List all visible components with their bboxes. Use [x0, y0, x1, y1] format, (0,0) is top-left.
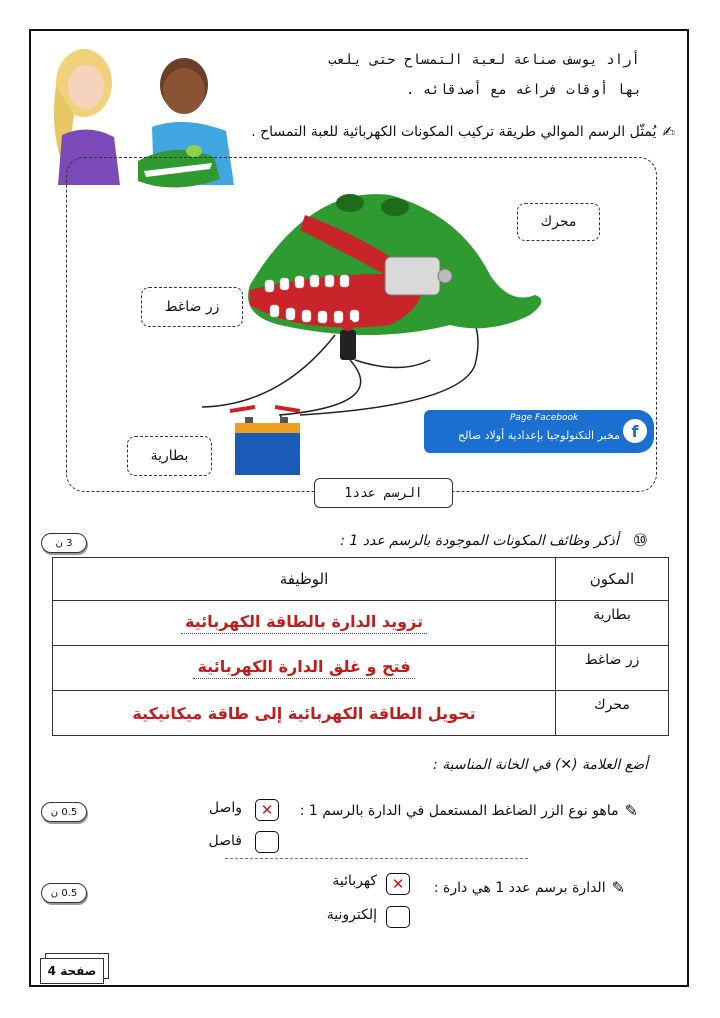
pencil-icon: ✎ — [611, 878, 625, 897]
component-cell: محرك — [556, 691, 669, 736]
writing-hand-icon: ✍ — [662, 123, 675, 141]
question-a — [300, 801, 638, 820]
answer-text: فتح و غلق الدارة الكهربائية — [193, 657, 414, 679]
points-badge-qb: 0.5 ن — [41, 883, 87, 903]
question-b-text: الدارة برسم عدد 1 هي دارة : — [433, 879, 606, 896]
separator-line — [225, 858, 528, 859]
option-electric-label: كهربائية — [332, 873, 377, 889]
page-number: صفحة 4 — [40, 958, 104, 984]
instruction-row — [251, 123, 675, 141]
checkbox-electronic[interactable] — [386, 906, 410, 928]
option-electronic-label: إلكترونية — [326, 907, 377, 923]
column-header: المكون — [556, 558, 669, 601]
table-header-row — [53, 558, 669, 601]
points-badge-q10: 3 ن — [41, 533, 87, 553]
answer-text: تحويل الطاقة الكهربائية إلى طاقة ميكانيكية — [132, 703, 476, 723]
switch-label: زر ضاغط — [141, 287, 243, 327]
facebook-icon: f — [623, 419, 647, 443]
watermark-main-text: مخبر التكنولوجيا بإعدادية أولاد صالح — [457, 429, 620, 442]
component-cell: بطارية — [556, 601, 669, 646]
question-number: ⑩ — [632, 531, 648, 551]
question-10 — [340, 531, 648, 551]
table-row — [53, 646, 669, 691]
motor-label: محرك — [517, 203, 600, 241]
pencil-icon: ✎ — [624, 801, 638, 820]
intro-line-1: أراد يوسف صناعة لعبة التمساح حتى يلعب — [328, 52, 640, 68]
functions-table — [52, 557, 669, 736]
battery-label: بطارية — [127, 436, 212, 476]
option-connector-label: واصل — [208, 800, 242, 816]
facebook-watermark — [424, 410, 654, 453]
checkbox-connector[interactable]: ✕ — [255, 799, 279, 821]
component-cell: زر ضاغط — [556, 646, 669, 691]
mark-instruction: أضع العلامة (✕) في الخانة المناسبة : — [433, 757, 648, 773]
function-cell — [53, 601, 556, 646]
points-badge-qa: 0.5 ن — [41, 802, 87, 822]
answer-text: تزويد الدارة بالطاقة الكهربائية — [181, 612, 427, 634]
option-breaker-label: فاصل — [208, 833, 242, 849]
question-b — [434, 878, 625, 897]
checkbox-breaker[interactable] — [255, 831, 279, 853]
checkbox-electric[interactable]: ✕ — [386, 873, 410, 895]
watermark-top-text: Page Facebook — [510, 413, 579, 423]
function-cell — [53, 646, 556, 691]
question-10-text: أذكر وظائف المكونات الموجودة بالرسم عدد 1 : — [340, 533, 619, 549]
function-cell — [53, 691, 556, 736]
instruction-text: يُمثّل الرسم الموالي طريقة تركيب المكونات الكهربائية للعبة التمساح . — [251, 124, 657, 140]
question-a-text: ماهو نوع الزر الضاغط المستعمل في الدارة بالرسم 1 : — [299, 802, 619, 819]
column-header: الوظيفة — [53, 558, 556, 601]
diagram-caption: الرسم عدد1 — [314, 478, 453, 508]
intro-line-2: بها أوقات فراغه مع أصدقائه . — [405, 82, 642, 98]
table-row — [53, 601, 669, 646]
table-row — [53, 691, 669, 736]
